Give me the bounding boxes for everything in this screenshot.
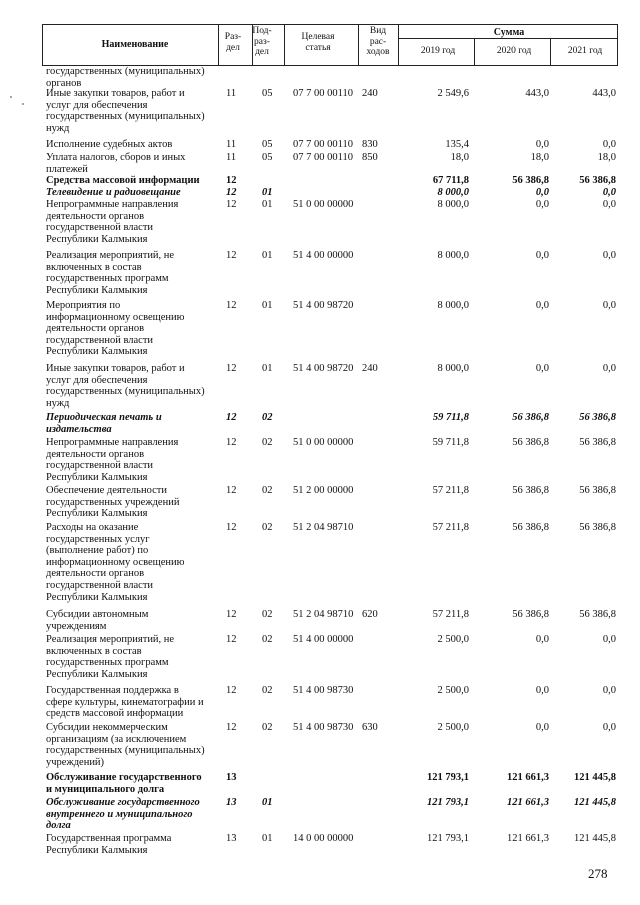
row-podrazdel: 01 — [262, 797, 273, 808]
row-name: Периодическая печать и издательства — [46, 412, 162, 435]
row-sum-2020: 0,0 — [535, 187, 549, 198]
row-name: Субсидии автономным учреждениям — [46, 609, 149, 632]
row-sum-2021: 56 386,8 — [579, 609, 616, 620]
row-sum-2021: 56 386,8 — [579, 437, 616, 448]
row-razdel: 12 — [226, 250, 237, 261]
row-sum-2021: 0,0 — [602, 634, 616, 645]
scan-speck — [10, 96, 12, 98]
header-razdel: Раз- дел — [224, 32, 242, 53]
row-razdel: 12 — [226, 437, 237, 448]
table-grid-line — [398, 24, 399, 66]
row-sum-2019: 121 793,1 — [427, 833, 469, 844]
scan-speck — [22, 103, 24, 105]
row-razdel: 12 — [226, 175, 237, 186]
row-sum-2019: 8 000,0 — [437, 199, 469, 210]
row-sum-2019: 135,4 — [445, 139, 469, 150]
row-celevaya-statya: 51 4 00 98720 — [293, 363, 354, 374]
row-sum-2021: 121 445,8 — [574, 772, 616, 783]
header-2021: 2021 год — [567, 46, 603, 56]
row-sum-2019: 2 500,0 — [437, 722, 469, 733]
row-sum-2020: 0,0 — [535, 363, 549, 374]
row-sum-2021: 121 445,8 — [574, 797, 616, 808]
header-podrazdel: Под- раз- дел — [252, 26, 272, 57]
row-sum-2019: 2 549,6 — [437, 88, 469, 99]
row-sum-2020: 0,0 — [535, 199, 549, 210]
row-razdel: 13 — [226, 797, 237, 808]
row-podrazdel: 02 — [262, 609, 273, 620]
row-podrazdel: 01 — [262, 363, 273, 374]
row-podrazdel: 02 — [262, 634, 273, 645]
row-sum-2019: 57 211,8 — [432, 609, 469, 620]
row-sum-2021: 443,0 — [592, 88, 616, 99]
row-name: Мероприятия по информационному освещению деятельности органов государственной власти Республики Калмыкия — [46, 300, 185, 358]
row-sum-2019: 57 211,8 — [432, 485, 469, 496]
row-sum-2020: 56 386,8 — [512, 437, 549, 448]
row-sum-2021: 0,0 — [602, 199, 616, 210]
row-podrazdel: 02 — [262, 685, 273, 696]
header-name: Наименование — [101, 39, 169, 50]
row-sum-2020: 121 661,3 — [507, 797, 549, 808]
row-podrazdel: 05 — [262, 152, 273, 163]
row-vid-raskhodov: 240 — [362, 363, 378, 374]
row-razdel: 12 — [226, 722, 237, 733]
row-sum-2020: 56 386,8 — [512, 175, 549, 186]
row-razdel: 12 — [226, 199, 237, 210]
row-sum-2019: 8 000,0 — [437, 300, 469, 311]
row-name: Исполнение судебных актов — [46, 139, 173, 150]
row-podrazdel: 02 — [262, 522, 273, 533]
row-name: Уплата налогов, сборов и иных платежей — [46, 152, 186, 175]
row-podrazdel: 02 — [262, 437, 273, 448]
row-podrazdel: 02 — [262, 485, 273, 496]
row-sum-2020: 56 386,8 — [512, 609, 549, 620]
row-celevaya-statya: 51 4 00 98730 — [293, 722, 354, 733]
row-razdel: 12 — [226, 609, 237, 620]
row-celevaya-statya: 07 7 00 00110 — [293, 152, 353, 163]
row-celevaya-statya: 51 2 04 98710 — [293, 609, 354, 620]
row-razdel: 11 — [226, 152, 237, 163]
row-sum-2021: 0,0 — [602, 250, 616, 261]
row-sum-2020: 0,0 — [535, 300, 549, 311]
row-razdel: 12 — [226, 522, 237, 533]
row-razdel: 12 — [226, 412, 237, 423]
row-vid-raskhodov: 830 — [362, 139, 378, 150]
row-razdel: 12 — [226, 634, 237, 645]
table-grid-line — [42, 24, 43, 66]
row-sum-2020: 0,0 — [535, 250, 549, 261]
row-sum-2019: 2 500,0 — [437, 685, 469, 696]
row-podrazdel: 05 — [262, 139, 273, 150]
row-sum-2021: 56 386,8 — [579, 175, 616, 186]
row-vid-raskhodov: 630 — [362, 722, 378, 733]
row-razdel: 12 — [226, 187, 237, 198]
row-name: Государственная поддержка в сфере культуры, кинематографии и средств массовой информации — [46, 685, 204, 720]
row-name: Обслуживание государственного внутреннего и муниципального долга — [46, 797, 200, 832]
row-razdel: 12 — [226, 485, 237, 496]
row-name: Обслуживание государственного и муниципального долга — [46, 772, 202, 795]
row-sum-2019: 2 500,0 — [437, 634, 469, 645]
row-name: государственных (муниципальных) органов — [46, 66, 205, 89]
header-celevaya: Целевая статья — [301, 32, 335, 53]
row-sum-2019: 18,0 — [450, 152, 469, 163]
row-celevaya-statya: 07 7 00 00110 — [293, 139, 353, 150]
row-sum-2021: 56 386,8 — [579, 412, 616, 423]
row-name: Государственная программа Республики Калмыкия — [46, 833, 172, 856]
row-sum-2021: 0,0 — [602, 300, 616, 311]
header-summa: Сумма — [493, 27, 525, 38]
row-podrazdel: 01 — [262, 833, 273, 844]
row-sum-2019: 8 000,0 — [437, 187, 469, 198]
row-sum-2019: 8 000,0 — [437, 250, 469, 261]
header-2020: 2020 год — [496, 46, 532, 56]
row-sum-2021: 0,0 — [602, 139, 616, 150]
row-sum-2019: 8 000,0 — [437, 363, 469, 374]
row-name: Субсидии некоммерческим организациям (за исключением государственных (муниципальных) учреждений) — [46, 722, 205, 768]
row-razdel: 12 — [226, 300, 237, 311]
row-name: Реализация мероприятий, не включенных в состав государственных программ Республики Калмыкия — [46, 250, 175, 296]
row-razdel: 11 — [226, 139, 237, 150]
row-sum-2019: 121 793,1 — [427, 772, 469, 783]
row-sum-2020: 0,0 — [535, 634, 549, 645]
row-celevaya-statya: 51 2 04 98710 — [293, 522, 354, 533]
table-grid-line — [218, 24, 219, 66]
row-sum-2021: 56 386,8 — [579, 522, 616, 533]
row-sum-2019: 57 211,8 — [432, 522, 469, 533]
row-sum-2020: 18,0 — [530, 152, 549, 163]
row-vid-raskhodov: 850 — [362, 152, 378, 163]
row-name: Иные закупки товаров, работ и услуг для обеспечения государственных (муниципальных) нужд — [46, 88, 205, 134]
row-sum-2021: 0,0 — [602, 187, 616, 198]
row-name: Телевидение и радиовещание — [46, 187, 181, 198]
row-sum-2021: 0,0 — [602, 685, 616, 696]
row-celevaya-statya: 51 0 00 00000 — [293, 199, 354, 210]
row-podrazdel: 01 — [262, 199, 273, 210]
row-sum-2020: 56 386,8 — [512, 522, 549, 533]
row-podrazdel: 01 — [262, 250, 273, 261]
row-name: Иные закупки товаров, работ и услуг для обеспечения государственных (муниципальных) нужд — [46, 363, 205, 409]
row-sum-2019: 59 711,8 — [432, 437, 469, 448]
row-name: Непрограммные направления деятельности органов государственной власти Республики Калмыкия — [46, 437, 179, 483]
row-sum-2020: 121 661,3 — [507, 833, 549, 844]
row-celevaya-statya: 07 7 00 00110 — [293, 88, 353, 99]
row-celevaya-statya: 51 4 00 00000 — [293, 634, 354, 645]
row-sum-2020: 0,0 — [535, 685, 549, 696]
row-razdel: 13 — [226, 833, 237, 844]
row-name: Непрограммные направления деятельности органов государственной власти Республики Калмыкия — [46, 199, 179, 245]
row-sum-2020: 121 661,3 — [507, 772, 549, 783]
row-podrazdel: 01 — [262, 300, 273, 311]
page-number: 278 — [588, 866, 608, 881]
row-sum-2020: 56 386,8 — [512, 485, 549, 496]
row-sum-2021: 56 386,8 — [579, 485, 616, 496]
row-podrazdel: 01 — [262, 187, 273, 198]
row-celevaya-statya: 51 0 00 00000 — [293, 437, 354, 448]
row-sum-2020: 443,0 — [525, 88, 549, 99]
row-razdel: 12 — [226, 363, 237, 374]
row-sum-2019: 67 711,8 — [432, 175, 469, 186]
row-sum-2019: 121 793,1 — [427, 797, 469, 808]
row-podrazdel: 05 — [262, 88, 273, 99]
row-sum-2019: 59 711,8 — [432, 412, 469, 423]
row-celevaya-statya: 51 4 00 98720 — [293, 300, 354, 311]
row-podrazdel: 02 — [262, 412, 273, 423]
row-razdel: 13 — [226, 772, 237, 783]
row-sum-2021: 121 445,8 — [574, 833, 616, 844]
row-sum-2021: 0,0 — [602, 363, 616, 374]
header-2019: 2019 год — [420, 46, 456, 56]
row-name: Расходы на оказание государственных услуг (выполнение работ) по информационному освещению деятельности органов государственной власти Республики Калмыкия — [46, 522, 185, 603]
row-sum-2020: 0,0 — [535, 722, 549, 733]
row-name: Обеспечение деятельности государственных учреждений Республики Калмыкия — [46, 485, 180, 520]
row-name: Реализация мероприятий, не включенных в состав государственных программ Республики Калмыкия — [46, 634, 175, 680]
row-celevaya-statya: 51 4 00 00000 — [293, 250, 354, 261]
row-sum-2021: 18,0 — [597, 152, 616, 163]
row-celevaya-statya: 51 2 00 00000 — [293, 485, 354, 496]
header-vid: Вид рас- ходов — [366, 26, 390, 57]
row-celevaya-statya: 51 4 00 98730 — [293, 685, 354, 696]
table-grid-line — [42, 24, 618, 25]
row-vid-raskhodov: 240 — [362, 88, 378, 99]
row-sum-2021: 0,0 — [602, 722, 616, 733]
row-razdel: 11 — [226, 88, 237, 99]
row-celevaya-statya: 14 0 00 00000 — [293, 833, 354, 844]
row-name: Средства массовой информации — [46, 175, 200, 186]
row-sum-2020: 56 386,8 — [512, 412, 549, 423]
row-sum-2020: 0,0 — [535, 139, 549, 150]
row-vid-raskhodov: 620 — [362, 609, 378, 620]
row-razdel: 12 — [226, 685, 237, 696]
row-podrazdel: 02 — [262, 722, 273, 733]
